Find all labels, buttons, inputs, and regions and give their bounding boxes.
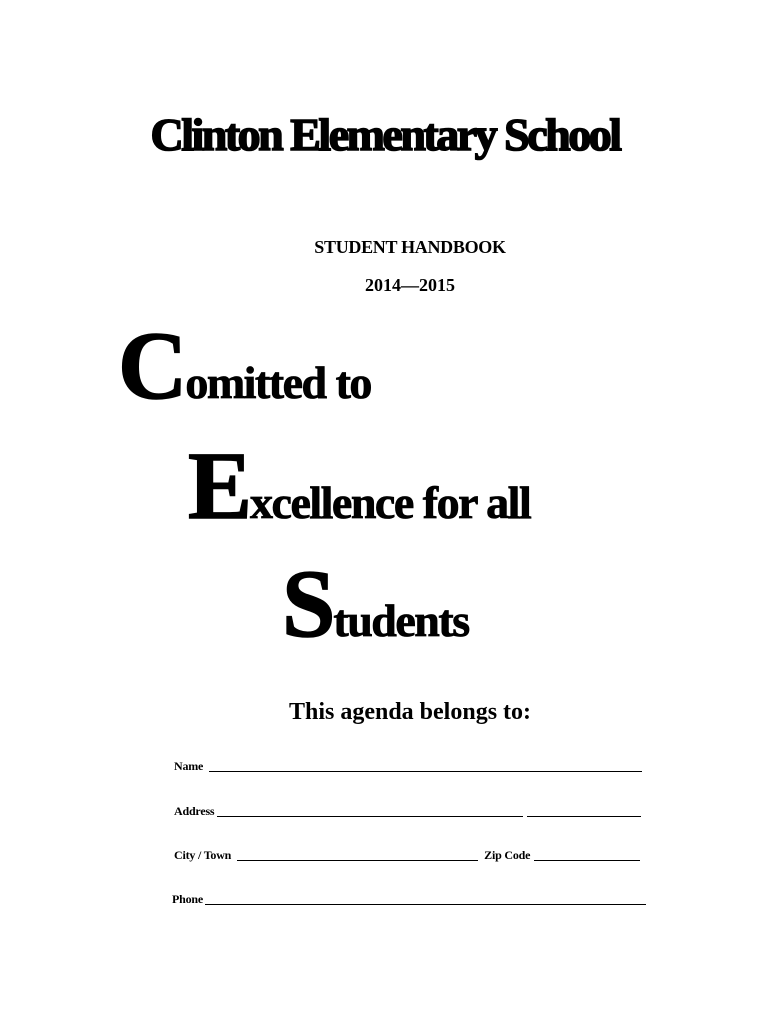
motto-rest-committed: omitted to: [185, 357, 371, 408]
motto-rest-students: tudents: [333, 595, 469, 646]
city-label: City / Town: [174, 848, 232, 862]
school-year: 2014—2015: [365, 275, 455, 295]
address-row: [174, 805, 641, 817]
motto-rest-excellence: xcellence for all: [250, 477, 531, 528]
handbook-label: STUDENT HANDBOOK: [314, 237, 506, 257]
motto-line-committed: [118, 312, 371, 419]
city-row: [174, 849, 640, 861]
address-field-extra[interactable]: [527, 806, 641, 817]
motto-line-excellence: [188, 432, 531, 539]
motto-initial-e: E: [188, 432, 251, 539]
motto-initial-c: C: [118, 312, 186, 419]
zip-field[interactable]: [534, 850, 640, 861]
owner-heading: This agenda belongs to:: [288, 699, 532, 725]
name-label: Name: [174, 759, 204, 773]
motto-initial-s: S: [282, 550, 334, 657]
motto-line-students: [282, 550, 469, 657]
name-field[interactable]: [209, 761, 642, 772]
phone-row: [172, 893, 646, 905]
phone-label: Phone: [172, 892, 204, 906]
zip-label: Zip Code: [484, 848, 531, 862]
phone-field[interactable]: [205, 894, 646, 905]
address-field[interactable]: [217, 806, 523, 817]
city-field[interactable]: [237, 850, 478, 861]
address-label: Address: [174, 804, 215, 818]
name-row: [174, 760, 642, 772]
school-title: Clinton Elementary School: [150, 109, 620, 160]
